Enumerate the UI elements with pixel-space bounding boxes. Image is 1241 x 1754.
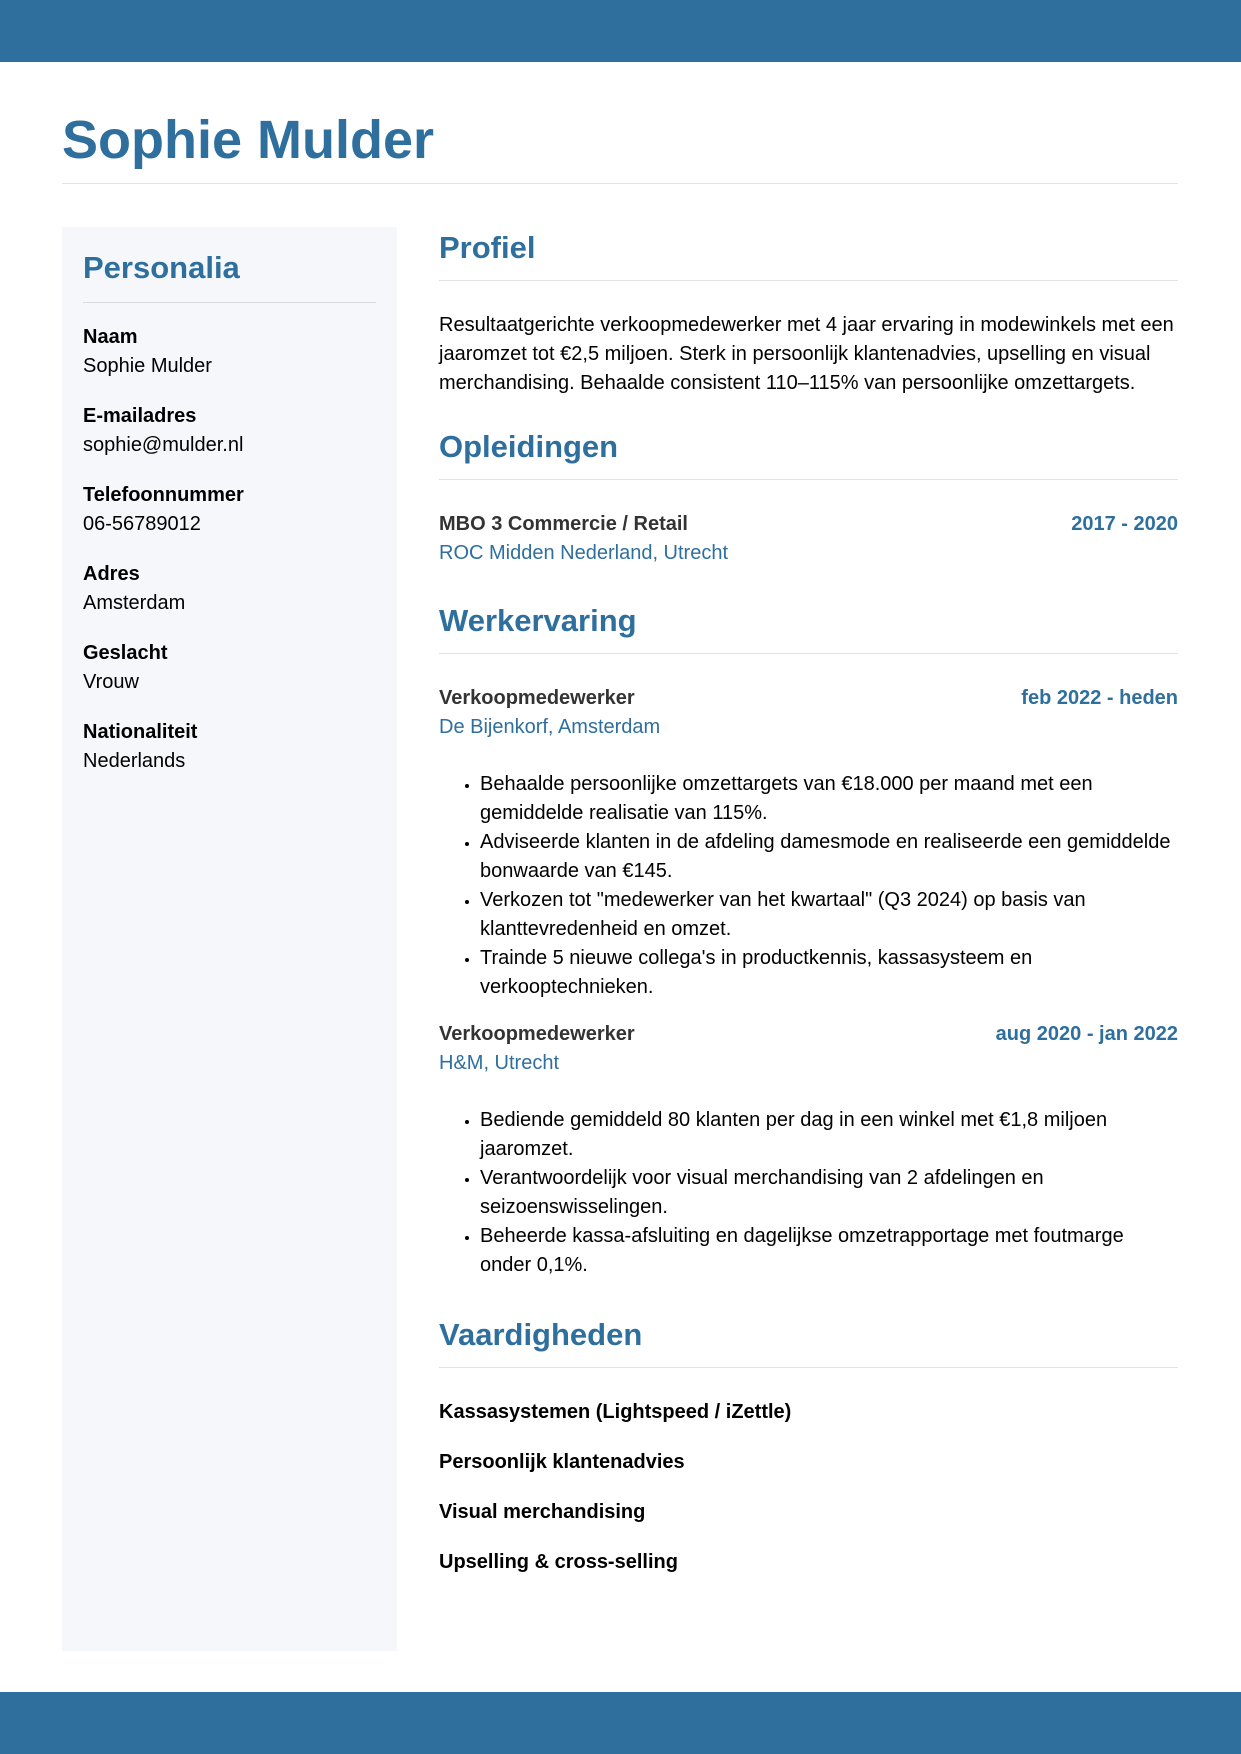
job-bullets	[439, 1106, 1178, 1280]
profile-text: Resultaatgerichte verkoopmedewerker met 4 jaar ervaring in modewinkels met een jaaromzet tot €2,5 miljoen. Sterk in persoonlijk klantenadvies, upselling en visual merchandising. Behaalde consistent 110–115% van persoonlijke omzettargets.	[439, 314, 1174, 394]
candidate-name: Sophie Mulder	[62, 110, 435, 170]
field-label: Geslacht	[83, 642, 168, 664]
personal-field-phone	[83, 481, 376, 539]
main-content	[439, 227, 1178, 1598]
education-title: Opleidingen	[439, 429, 619, 464]
skill-item: Upselling & cross-selling	[439, 1551, 678, 1573]
personalia-sidebar	[62, 227, 397, 1651]
personal-field-address	[83, 560, 376, 618]
job-bullet: • Verantwoordelijk voor visual merchandising van 2 afdelingen en seizoenswisselingen.	[480, 1164, 1178, 1222]
field-value: Sophie Mulder	[83, 355, 212, 377]
personalia-title: Personalia	[83, 250, 240, 285]
experience-section	[439, 600, 1178, 1280]
field-label: Telefoonnummer	[83, 484, 244, 506]
section-divider	[439, 479, 1178, 480]
job-entry	[439, 1020, 1178, 1280]
job-date: aug 2020 - jan 2022	[995, 1023, 1178, 1045]
skill-item: Visual merchandising	[439, 1501, 646, 1523]
field-value: sophie@mulder.nl	[83, 434, 244, 456]
education-entry	[439, 510, 1178, 568]
job-bullet: • Adviseerde klanten in de afdeling damesmode en realiseerde een gemiddelde bonwaarde van €145.	[480, 828, 1178, 886]
job-title: Verkoopmedewerker	[439, 1023, 635, 1045]
education-date: 2017 - 2020	[1071, 513, 1178, 535]
top-banner	[0, 0, 1241, 62]
profile-section	[439, 227, 1178, 398]
personal-field-gender	[83, 639, 376, 697]
field-label: E-mailadres	[83, 405, 197, 427]
field-value: Vrouw	[83, 671, 139, 693]
skills-section	[439, 1314, 1178, 1577]
job-bullet: • Trainde 5 nieuwe collega's in productkennis, kassasysteem en verkooptechnieken.	[480, 944, 1178, 1002]
job-title: Verkoopmedewerker	[439, 687, 635, 709]
job-bullet: • Bediende gemiddeld 80 klanten per dag in een winkel met €1,8 miljoen jaaromzet.	[480, 1106, 1178, 1164]
field-value: Amsterdam	[83, 592, 186, 614]
field-label: Naam	[83, 326, 138, 348]
job-bullets	[439, 770, 1178, 1002]
education-school: ROC Midden Nederland, Utrecht	[439, 542, 729, 564]
section-divider	[439, 1367, 1178, 1368]
skill-item: Persoonlijk klantenadvies	[439, 1451, 685, 1473]
section-divider	[439, 280, 1178, 281]
personal-field-name	[83, 323, 376, 381]
name-divider	[62, 183, 1178, 184]
job-bullet: • Verkozen tot "medewerker van het kwartaal" (Q3 2024) op basis van klanttevredenheid en omzet.	[480, 886, 1178, 944]
field-value: Nederlands	[83, 750, 186, 772]
field-label: Nationaliteit	[83, 721, 198, 743]
skills-title: Vaardigheden	[439, 1317, 643, 1352]
profile-title: Profiel	[439, 230, 536, 265]
education-degree: MBO 3 Commercie / Retail	[439, 513, 688, 535]
job-bullet: • Behaalde persoonlijke omzettargets van €18.000 per maand met een gemiddelde realisatie van 115%.	[480, 770, 1178, 828]
job-date: feb 2022 - heden	[1021, 687, 1178, 709]
personalia-divider	[83, 302, 376, 303]
skill-item: Kassasystemen (Lightspeed / iZettle)	[439, 1401, 792, 1423]
job-bullet: • Beheerde kassa-afsluiting en dagelijkse omzetrapportage met foutmarge onder 0,1%.	[480, 1222, 1178, 1280]
job-employer: H&M, Utrecht	[439, 1052, 560, 1074]
field-value: 06-56789012	[83, 513, 201, 535]
field-label: Adres	[83, 563, 140, 585]
job-employer: De Bijenkorf, Amsterdam	[439, 716, 661, 738]
job-entry	[439, 684, 1178, 1002]
experience-title: Werkervaring	[439, 603, 637, 638]
bottom-banner	[0, 1692, 1241, 1754]
education-section	[439, 426, 1178, 568]
personal-field-email	[83, 402, 376, 460]
section-divider	[439, 653, 1178, 654]
personal-field-nationality	[83, 718, 376, 776]
